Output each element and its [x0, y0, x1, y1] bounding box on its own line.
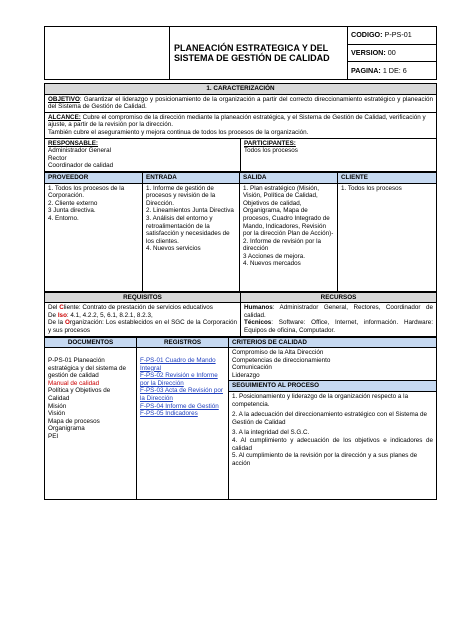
pagina-field: PAGINA: 1 DE: 6	[348, 62, 437, 80]
requisitos-heading: REQUISITOS	[45, 292, 241, 303]
logo-placeholder	[45, 27, 170, 80]
entrada-heading: ENTRADA	[143, 172, 240, 183]
list-item: 2. Lineamientos Junta Directiva	[146, 207, 234, 215]
list-item: Liderazgo	[232, 371, 260, 379]
registro-link[interactable]: F-PS-05 Indicadores	[140, 410, 198, 418]
registros-heading: REGISTROS	[137, 337, 229, 348]
list-item: Misión	[48, 402, 67, 410]
registro-link[interactable]: F-PS-02 Revisión e Informe por la Dirección	[140, 372, 218, 387]
proveedor-list	[45, 183, 143, 291]
registro-link[interactable]: F-PS-03 Acta de Revisión por la Dirección	[140, 387, 223, 403]
list-item: 3. Análisis del entorno y retroalimentación de la satisfacción y necesidades de los clientes.	[146, 214, 230, 245]
seguimiento-heading: SEGUIMIENTO AL PROCESO	[229, 381, 437, 392]
list-item: 5. Al cumplimiento de la revisión por la dirección y a sus planes de acción	[232, 452, 418, 467]
list-item: 3 Acciones de mejora.	[243, 252, 305, 260]
codigo-field: CODIGO: P-PS-01	[348, 27, 437, 45]
responsable-cell: RESPONSABLE: Administrador General Rector Coordinador de calidad	[45, 138, 241, 171]
documentos-registros-table	[44, 337, 437, 501]
list-item: 4. Al cumplimiento y adecuación de los objetivos e indicadores de calidad	[232, 437, 433, 452]
list-item: 1. Todos los procesos	[341, 184, 402, 192]
list-item: Política y Objetivos de Calidad	[48, 387, 111, 403]
requisitos-cell: Del Cliente: Contrato de prestación de servicios educativos De Iso: 4.1, 4.2.2, 5, 6.1, 8.2.1, 8.2.3, De la Organización: Los establecidos en el SGC de la Corporación y sus procesos	[45, 303, 241, 336]
list-item: Comunicación	[232, 364, 272, 372]
list-item: 1. Posicionamiento y liderazgo de la organización respecto a la competencia.	[232, 393, 409, 408]
list-item: 1. Todos los procesos de la Corporación.	[48, 184, 125, 200]
participantes-cell: PARTICIPANTES: Todos los procesos	[241, 138, 437, 171]
list-item: 4. Entorno.	[48, 214, 79, 222]
flow-table	[44, 172, 437, 292]
list-item: 4. Nuevos servicios	[146, 245, 201, 253]
registro-link[interactable]: F-PS-01 Cuadro de Mando Integral	[140, 357, 216, 372]
criterios-heading: CRITERIOS DE CALIDAD	[229, 337, 437, 348]
proveedor-heading: PROVEEDOR	[45, 172, 143, 183]
recursos-heading: RECURSOS	[241, 292, 437, 303]
list-item: 1. Plan estratégico (Misión, Visión, Política de Calidad, Objetivos de calidad, Organigrama, Mapa de procesos, Cuadro Integrado de Mando, Indicadores, Revisión por la dirección Plan de Acción)-	[243, 184, 334, 238]
list-item: Visión	[48, 410, 66, 418]
salida-heading: SALIDA	[240, 172, 338, 183]
salida-list	[240, 183, 338, 291]
entrada-list	[143, 183, 240, 291]
criterios-list	[229, 348, 437, 381]
list-item: 3 Junta directiva.	[48, 207, 96, 215]
documentos-heading: DOCUMENTOS	[45, 337, 137, 348]
requisitos-recursos-table	[44, 292, 437, 337]
list-item: 2. Informe de revisión por la dirección	[243, 237, 322, 253]
document-header	[44, 26, 437, 80]
list-item: Mapa de procesos	[48, 417, 100, 425]
objetivo-cell: OBJETIVO: Garantizar el liderazgo y posicionamiento de la organización a partir del correcto direccionamiento estratégico y planeación del Sistema de Gestión de Calidad.	[45, 94, 437, 112]
seguimiento-list	[229, 392, 437, 500]
list-item: 2. A la adecuación del direccionamiento estratégico con el Sistema de Gestión de Calidad	[232, 411, 427, 426]
caracterizacion-heading: 1. CARACTERIZACIÓN	[45, 84, 437, 95]
cliente-list	[338, 183, 437, 291]
list-item: PEI	[48, 433, 59, 441]
list-item: Organigrama	[48, 425, 85, 433]
registro-link[interactable]: F-PS-04 Informe de Gestión	[140, 402, 219, 410]
manual-calidad-item: Manual de calidad	[48, 379, 100, 387]
recursos-cell: Humanos: Administrador General, Rectores, Coordinador de calidad. Técnicos: Software: Office, Internet, información. Hardware: Equipos de oficina, Computador.	[241, 303, 437, 336]
list-item: 2. Cliente externo	[48, 199, 98, 207]
list-item: Compromiso de la Alta Dirección	[232, 349, 324, 357]
registros-list	[137, 348, 229, 500]
cliente-heading: CLIENTE	[338, 172, 437, 183]
list-item: 4. Nuevos mercados	[243, 260, 301, 268]
list-item: P-PS-01 Planeación estratégica y del sistema de gestión de calidad	[48, 357, 127, 380]
alcance-cell: ALCANCE: Cubre el compromiso de la dirección mediante la planeación estratégica, y el Sistema de Gestión de Calidad, verificación y ajuste, a partir de la revisión por la dirección. También cubre el aseguramiento y mejora continua de todos los procesos de la organización.	[45, 112, 437, 138]
document-title: PLANEACIÓN ESTRATEGICA Y DEL SISTEMA DE GESTIÓN DE CALIDAD	[170, 27, 348, 80]
documentos-list	[45, 348, 137, 500]
list-item: 1. Informe de gestión de procesos y revisión de la Dirección.	[146, 184, 216, 207]
list-item: Competencias de direccionamiento	[232, 356, 331, 364]
document-page	[44, 26, 436, 500]
version-field: VERSION: 00	[348, 44, 437, 62]
list-item: 3. A la integridad del S.G.C.	[232, 429, 310, 437]
caracterizacion-table	[44, 83, 437, 172]
